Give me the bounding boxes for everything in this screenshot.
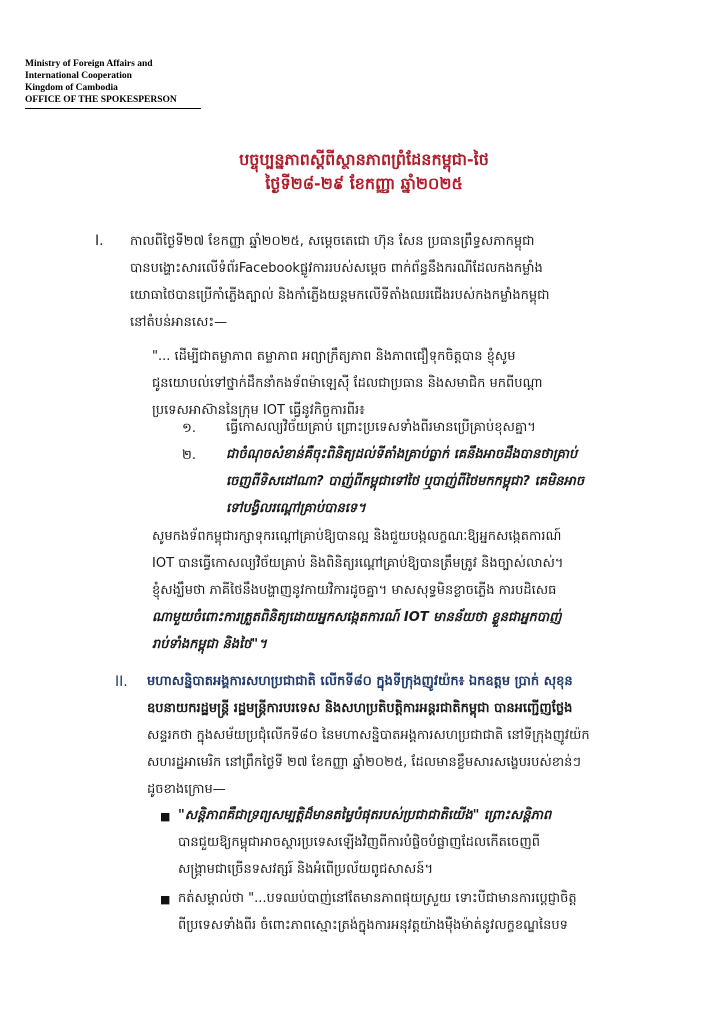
document-title: [0, 148, 728, 196]
item-number: ១.: [182, 421, 196, 436]
text-line: ប្រទេសអាស៊ាននៃក្រុម IOT ធ្វើនូវកិច្ចការពីរ៖: [152, 403, 365, 418]
numbered-item: [226, 414, 686, 441]
text-line: ខ្ញុំសង្ឃឹមថា ភាគីថៃនឹងបង្ហាញនូវកាយវិការដូចគ្នា។ មាសសុទ្ធមិនខ្លាចភ្លើង ការបដិសេធ: [152, 583, 557, 598]
text-line: សហរដ្ឋអាមេរិក នៅព្រឹកថ្ងៃទី ២៧ ខែកញ្ញា ឆ្នាំ២០២៥, ដែលមានខ្លឹមសារសង្ខេបរបស់ខាន់ៗ: [147, 755, 581, 770]
text-line: ណាមួយចំពោះការត្រួតពិនិត្យដោយអ្នកសង្កេតការណ៍ IOT មានន័យថា ខ្លួនជាអ្នកបាញ់: [152, 610, 562, 625]
text-line: ទៅបង្វិលរណ្តៅគ្រាប់បានទេ។: [226, 501, 366, 516]
text-line: IOT បានធ្វើកោសល្យវិច័យគ្រាប់ និងពិនិត្យរណ្តៅគ្រាប់ឱ្យបានត្រឹមត្រូវ និងច្បាស់លាស់។: [152, 556, 564, 571]
letterhead-rule: [25, 108, 201, 109]
text-line: ធ្វើកោសល្យវិច័យគ្រាប់ ព្រោះប្រទេសទាំងពីរមានប្រើគ្រាប់ខុសគ្នា។: [226, 420, 536, 435]
bullet-marker: ■: [160, 810, 171, 823]
text-line: បានជួយឱ្យកម្ពុជាអាចស្តារប្រទេសឡើងវិញពីការបំផ្លិចបំផ្លាញដែលកើតចេញពី: [178, 835, 540, 850]
text-line: នៅតំបន់អានសេះ—: [130, 315, 228, 330]
text-line: មហាសន្និបាតអង្គការសហប្រជាជាតិ លើកទី៨០ ក្នុងទីក្រុងញូវយ៉ក៖ ឯកឧត្តម ប្រាក់ សុខុន: [147, 674, 573, 689]
text-line: សូមកងទ័ពកម្ពុជារក្សាទុករណ្តៅគ្រាប់ឱ្យបានល្អ និងជួយបង្កលក្ខណៈឱ្យអ្នកសង្កេតការណ៍: [152, 529, 562, 544]
text-line: ចេញពីទិសដៅណា? បាញ់ពីកម្ពុជាទៅថៃ ឬបាញ់ពីថៃមកកម្ពុជា? គេមិនអាច: [226, 474, 585, 489]
text-line: រាប់ទាំងកម្ពុជា និងថៃ"។: [152, 637, 267, 652]
bullet-item: [178, 802, 693, 883]
text-line: យោធាថៃបានប្រើកាំភ្លើងត្បាល់ និងកាំភ្លើងយន្តមកលើទីតាំងឈរជើងរបស់កងកម្លាំងកម្ពុជា: [130, 288, 550, 303]
text-line: ពីប្រទេសទាំងពីរ ចំពោះភាពស្មោះត្រង់ក្នុងការអនុវត្តយ៉ាងម៉ឺងម៉ាត់នូវលក្ខខណ្ឌនៃបទ: [178, 918, 568, 933]
text-line: "សន្តិភាពគឺជាទ្រព្យសម្បត្តិដ៏មានតម្លៃបំផុតរបស់ប្រជាជាតិយើង" ព្រោះសន្តិភាព: [178, 808, 552, 823]
bullet-marker: ■: [160, 893, 171, 906]
item-number: ២.: [182, 448, 196, 463]
text-line: បានបង្ហោះសារលើទំព័រFacebookផ្លូវការរបស់សម្តេច ពាក់ព័ន្ធនឹងករណីដែលកងកម្លាំង: [130, 261, 543, 276]
text-line: កត់សម្គាល់ថា "...បទឈប់បាញ់នៅតែមានភាពផុយស្រួយ ទោះបីជាមានការប្តេជ្ញាចិត្ត: [178, 891, 577, 906]
text-line: សន្ទរកថា ក្នុងសម័យប្រជុំលើកទី៨០ នៃមហាសន្និបាតអង្គការសហប្រជាជាតិ នៅទីក្រុងញូវយ៉ក: [147, 728, 590, 743]
text-line: ឧបនាយករដ្ឋមន្ត្រី រដ្ឋមន្ត្រីការបរទេស និងសហប្រតិបត្តិការអន្តរជាតិកម្ពុជា បានអញ្ជើញថ្លែង: [147, 701, 573, 716]
text-line: ដូចខាងក្រោម—: [147, 782, 226, 797]
letterhead-line: OFFICE OF THE SPOKESPERSON: [25, 95, 177, 105]
numbered-item: [226, 441, 686, 522]
letterhead: [25, 58, 201, 109]
text-line: "... ដើម្បីជាតម្លាភាព តម្លាភាព អព្យាក្រឹត្យភាព និងភាពជឿទុកចិត្តបាន ខ្ញុំសូម: [152, 349, 516, 364]
section-numeral: II.: [115, 674, 128, 690]
bullet-item: [178, 885, 693, 939]
section1-intro: [130, 228, 690, 336]
letterhead-line: Kingdom of Cambodia: [25, 83, 118, 93]
title-line: ថ្ងៃទី២៨-២៩ ខែកញ្ញា ឆ្នាំ២០២៥: [265, 174, 463, 193]
text-line: ជូនយោបល់ទៅថ្នាក់ដឹកនាំកងទ័ពម៉ាឡេស៊ី ដែលជាប្រធាន និងសមាជិក មកពីបណ្តា: [152, 376, 543, 391]
section1-closing: [152, 523, 692, 658]
text-line: ជាចំណុចសំខាន់គឺចុះពិនិត្យដល់ទីតាំងគ្រាប់ធ្លាក់ គេនឹងអាចដឹងបានថាគ្រាប់: [226, 447, 578, 462]
section-numeral: I.: [95, 233, 104, 249]
section2-body: [147, 668, 692, 803]
section1-quote: [152, 343, 692, 424]
letterhead-line: International Cooperation: [25, 71, 132, 81]
text-line: សង្គ្រាមជាច្រើនទសវត្សរ៍ និងអំពើប្រល័យពូជសាសន៍។: [178, 862, 434, 877]
title-line: បច្ចុប្បន្នភាពស្តីពីស្ថានភាពព្រំដែនកម្ពុជា-ថៃ: [239, 150, 489, 169]
letterhead-line: Ministry of Foreign Affairs and: [25, 59, 153, 69]
text-line: កាលពីថ្ងៃទី២៧ ខែកញ្ញា ឆ្នាំ២០២៥, សម្តេចតេជោ ហ៊ុន សែន ប្រធានព្រឹទ្ធសភាកម្ពុជា: [130, 234, 535, 249]
